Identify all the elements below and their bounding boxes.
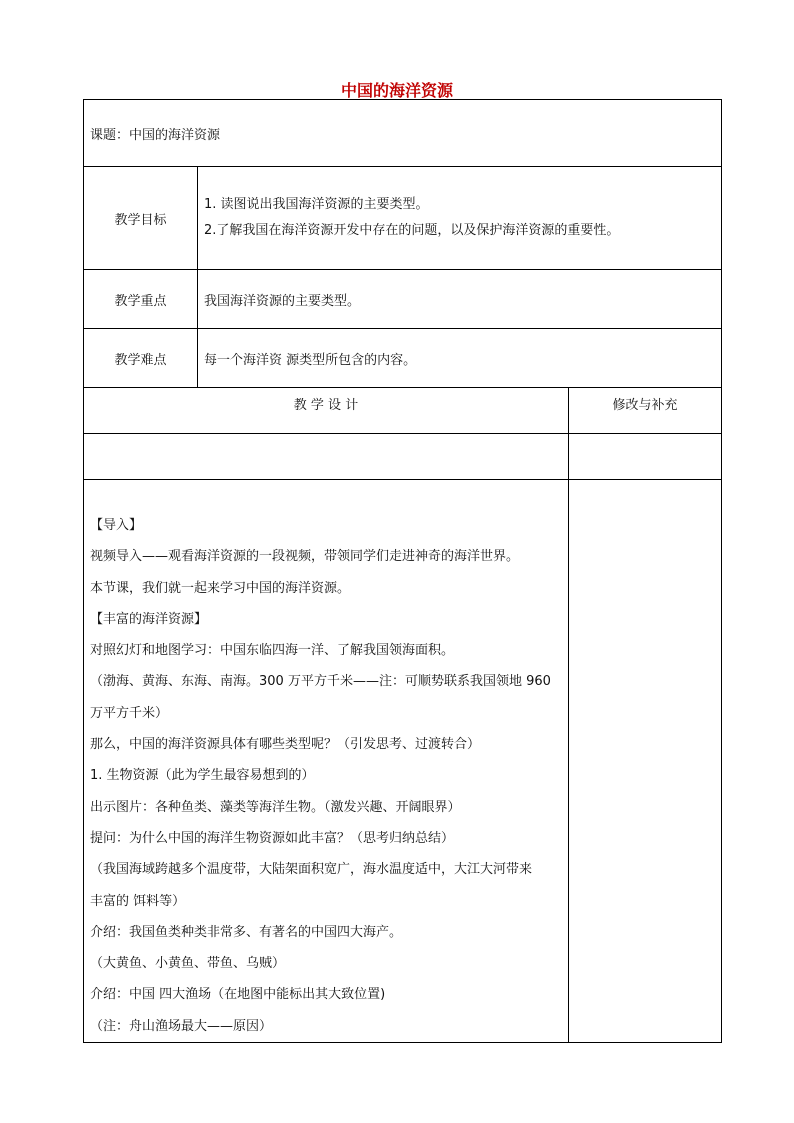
topic-cell: 课题：中国的海洋资源 bbox=[84, 100, 722, 167]
body-line: 对照幻灯和地图学习：中国东临四海一洋、了解我国领海面积。 bbox=[90, 643, 455, 659]
body-line: 【导入】 bbox=[90, 518, 143, 533]
lesson-plan-table bbox=[83, 99, 722, 1043]
difficulty-text: 每一个海洋资 源类型所包含的内容。 bbox=[198, 329, 722, 388]
body-line: 丰富的 饵料等） bbox=[90, 893, 186, 909]
body-line: 视频导入——观看海洋资源的一段视频，带领同学们走进神奇的海洋世界。 bbox=[90, 549, 520, 565]
goal-item: 2.了解我国在海洋资源开发中存在的问题，以及保护海洋资源的重要性。 bbox=[204, 223, 620, 238]
design-body bbox=[84, 480, 569, 1043]
body-line: 提问：为什么中国的海洋生物资源如此丰富？（思考归纳总结） bbox=[90, 830, 455, 846]
blank-row bbox=[84, 434, 722, 480]
goals-row bbox=[84, 167, 722, 270]
body-line: （我国海域跨越多个温度带，大陆架面积宽广，海水温度适中，大江大河带来 bbox=[90, 862, 533, 878]
revise-header: 修改与补充 bbox=[569, 388, 722, 434]
body-line: （渤海、黄海、东海、南海。300 万平方千米——注：可顺势联系我国领地 960 bbox=[90, 674, 551, 690]
key-text: 我国海洋资源的主要类型。 bbox=[198, 270, 722, 329]
difficulty-label: 教学难点 bbox=[84, 329, 198, 388]
blank-cell bbox=[84, 434, 569, 480]
body-line: （大黄鱼、小黄鱼、带鱼、乌贼） bbox=[90, 956, 286, 972]
blank-revise-cell bbox=[569, 434, 722, 480]
body-line: 【丰富的海洋资源】 bbox=[90, 611, 208, 627]
topic-row bbox=[84, 100, 722, 167]
key-row bbox=[84, 270, 722, 329]
design-header-row bbox=[84, 388, 722, 434]
key-label: 教学重点 bbox=[84, 270, 198, 329]
body-line: 出示图片：各种鱼类、藻类等海洋生物。（激发兴趣、开阔眼界） bbox=[90, 799, 461, 815]
body-line: 那么，中国的海洋资源具体有哪些类型呢？（引发思考、过渡转合） bbox=[90, 737, 481, 753]
body-row bbox=[84, 480, 722, 1043]
goals-cell bbox=[198, 167, 722, 270]
body-line: 万平方千米） bbox=[90, 705, 169, 721]
body-line: 1. 生物资源（此为学生最容易想到的） bbox=[90, 768, 315, 784]
body-line: 介绍：我国鱼类种类非常多、有著名的中国四大海产。 bbox=[90, 924, 403, 940]
revise-body bbox=[569, 480, 722, 1043]
body-line: 本节课，我们就一起来学习中国的海洋资源。 bbox=[90, 580, 351, 596]
body-line: 介绍：中国 四大渔场（在地图中能标出其大致位置) bbox=[90, 987, 386, 1003]
goal-item: 1. 读图说出我国海洋资源的主要类型。 bbox=[204, 197, 429, 212]
page-title: 中国的海洋资源 bbox=[340, 81, 453, 100]
difficulty-row bbox=[84, 329, 722, 388]
goals-label: 教学目标 bbox=[84, 167, 198, 270]
design-header: 教 学 设 计 bbox=[84, 388, 569, 434]
body-line: （注：舟山渔场最大——原因） bbox=[90, 1018, 273, 1034]
